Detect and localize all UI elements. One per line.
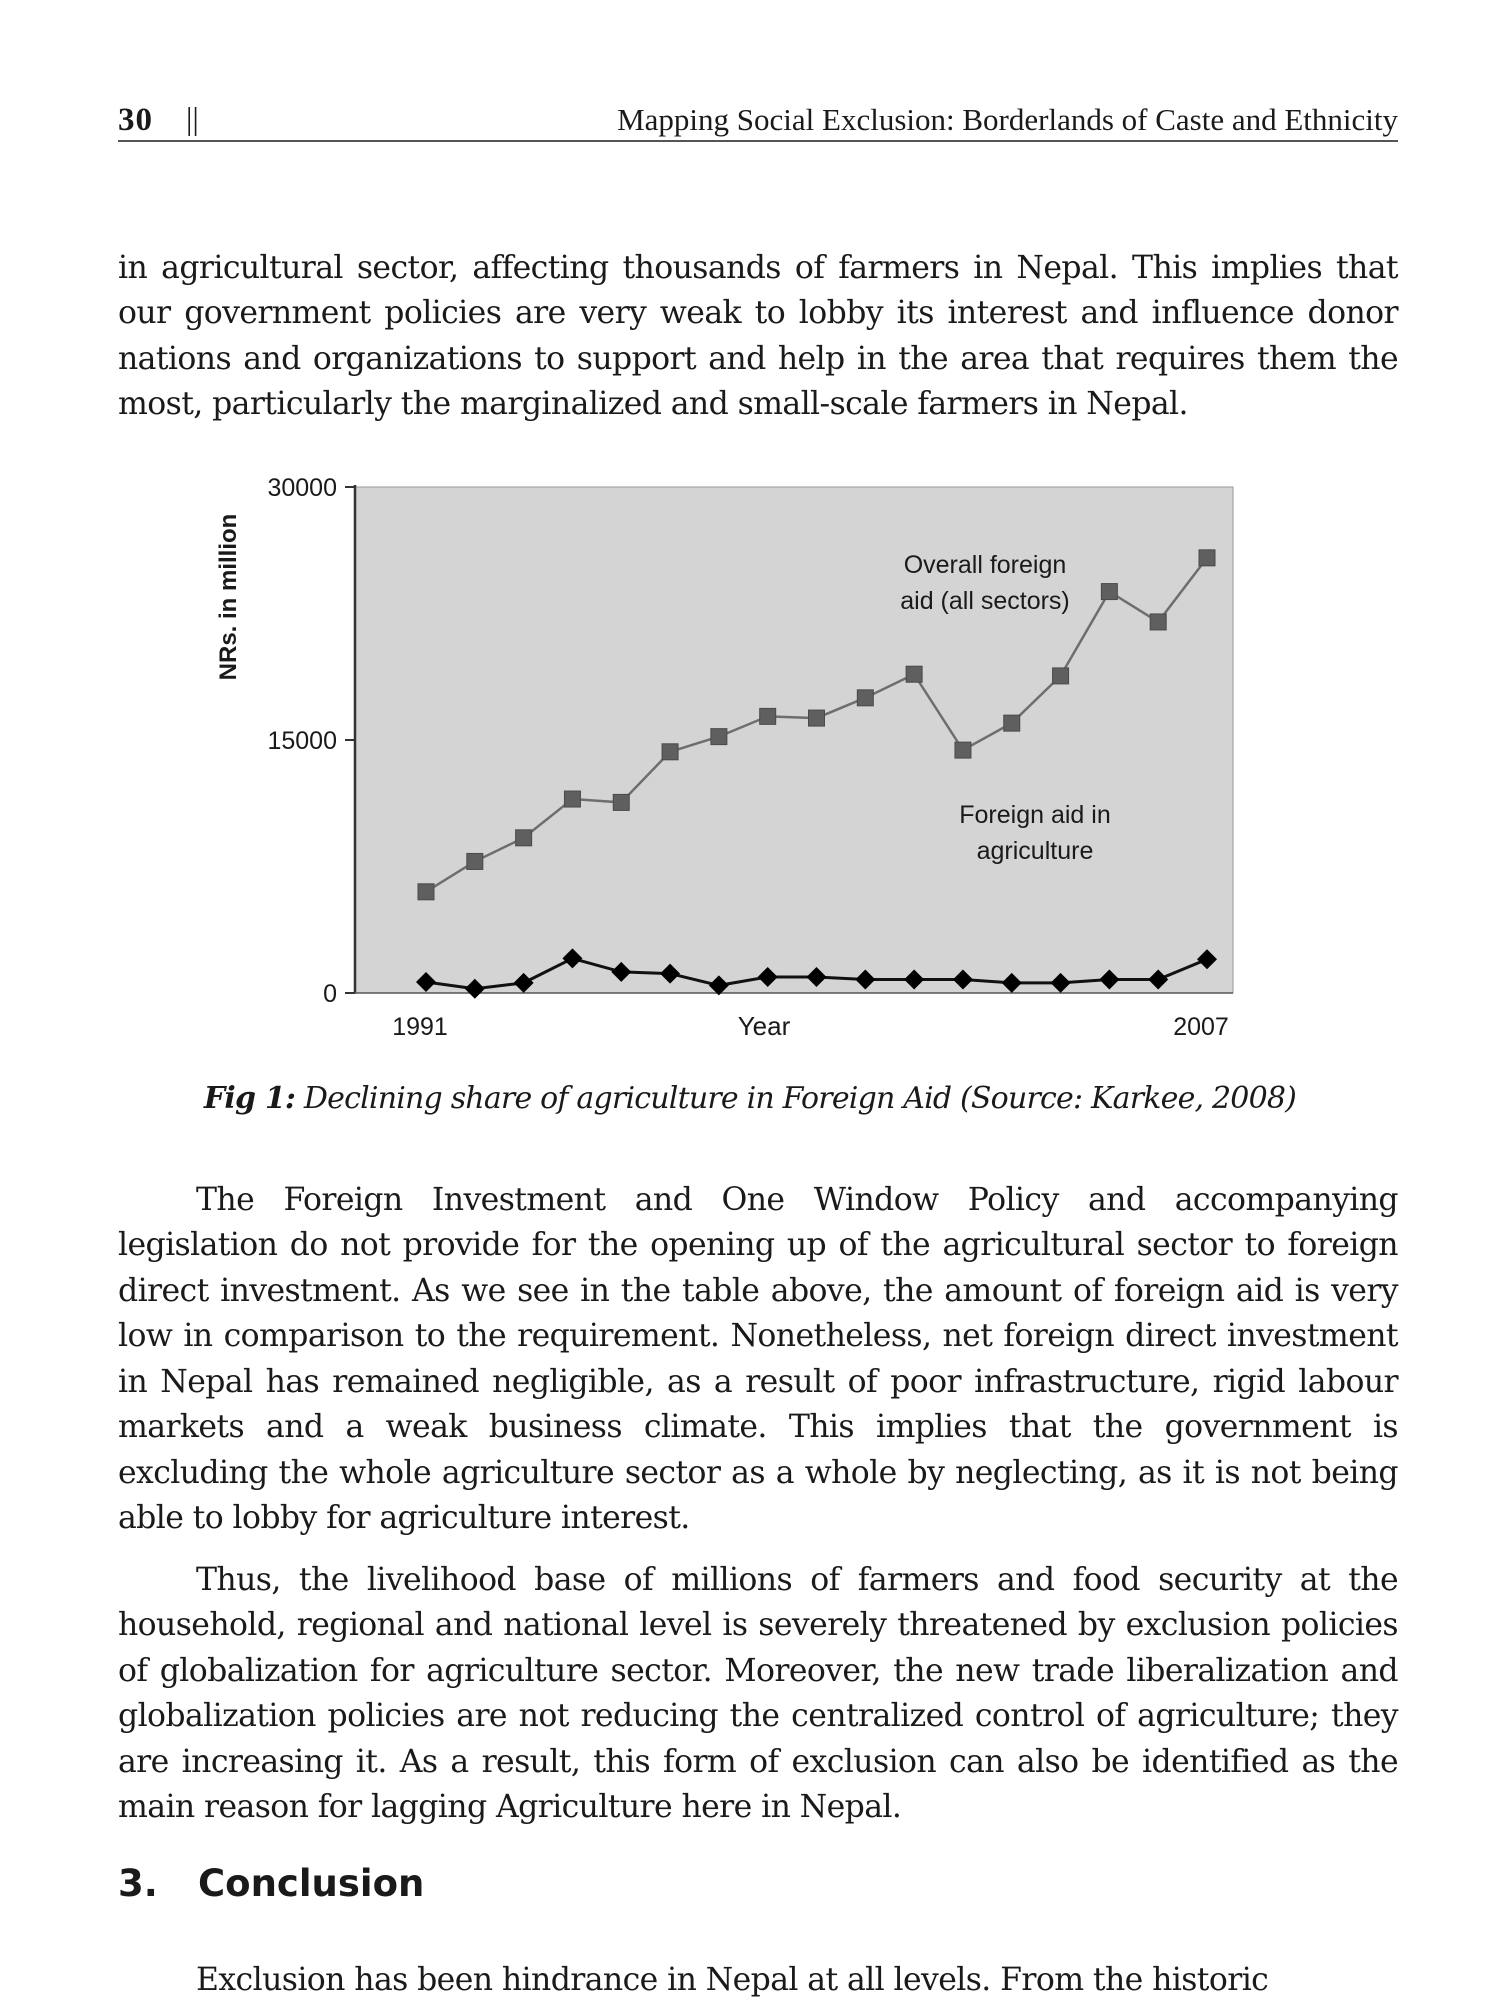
body-paragraph: The Foreign Investment and One Window Policy and accompanying legislation do not provide for the opening up of the agricultural sector to foreign direct investment. As we see in the table above, the amount of foreign aid is very low in comparison to the requirement. Nonetheless, net foreign direct investment in Nepal has remained negligible, as a result of poor infrastructure, rigid labour markets and a weak business climate. This implies that the government is excluding the whole agriculture sector as a whole by neglecting, as it is not being able to lobby for agriculture interest. [118, 1178, 1398, 1542]
figure-caption-text: Declining share of agriculture in Foreign Aid (Source: Karkee, 2008) [295, 1081, 1296, 1116]
data-point [662, 744, 678, 760]
figure-caption [0, 1081, 1500, 1116]
running-title: Mapping Social Exclusion: Borderlands of Caste and Ethnicity [617, 102, 1398, 138]
data-point [857, 690, 873, 706]
page-number: 30 [118, 102, 153, 139]
y-axis-label: NRs. in million [215, 514, 242, 681]
figure-chart [200, 460, 1300, 1060]
body-paragraph: in agricultural sector, affecting thousands of farmers in Nepal. This implies that our government policies are very weak to lobby its interest and influence donor nations and organizations to support and help in the area that requires them the most, particularly the marginalized and small-scale farmers in Nepal. [118, 246, 1398, 428]
section-title: Conclusion [198, 1862, 424, 1905]
data-point [613, 794, 629, 810]
x-tick-label: 1991 [392, 1013, 448, 1041]
data-point [906, 666, 922, 682]
section-heading [118, 1862, 424, 1905]
line-chart [200, 460, 1300, 1060]
series-annotation: Foreign aid in agriculture [959, 801, 1110, 865]
data-point [1004, 715, 1020, 731]
data-point [809, 710, 825, 726]
data-point [516, 830, 532, 846]
data-point [564, 791, 580, 807]
data-point [1150, 614, 1166, 630]
body-paragraph: Thus, the livelihood base of millions of farmers and food security at the household, regional and national level is severely threatened by exclusion policies of globalization for agriculture sector. Moreover, the new trade liberalization and globalization policies are not reducing the centralized control of agriculture; they are increasing it. As a result, this form of exclusion can also be identified as the main reason for lagging Agriculture here in Nepal. [118, 1558, 1398, 1831]
data-point [1101, 584, 1117, 600]
data-point [467, 853, 483, 869]
data-point [418, 884, 434, 900]
page-header [118, 96, 1398, 142]
series-annotation: Overall foreign aid (all sectors) [900, 551, 1070, 615]
figure-caption-label: Fig 1: [204, 1081, 295, 1116]
data-point [760, 708, 776, 724]
y-tick-label: 15000 [267, 727, 337, 755]
y-tick-label: 0 [323, 980, 337, 1008]
y-tick-label: 30000 [267, 474, 337, 502]
body-paragraph: Exclusion has been hindrance in Nepal at all levels. From the historic [118, 1958, 1398, 2003]
section-number: 3. [118, 1862, 198, 1905]
plot-area [355, 487, 1233, 993]
page-number-separator: || [186, 100, 199, 137]
data-point [1053, 668, 1069, 684]
data-point [955, 742, 971, 758]
x-tick-label: 2007 [1173, 1013, 1229, 1041]
x-axis-label: Year [738, 1011, 791, 1041]
data-point [711, 729, 727, 745]
data-point [1199, 550, 1215, 566]
